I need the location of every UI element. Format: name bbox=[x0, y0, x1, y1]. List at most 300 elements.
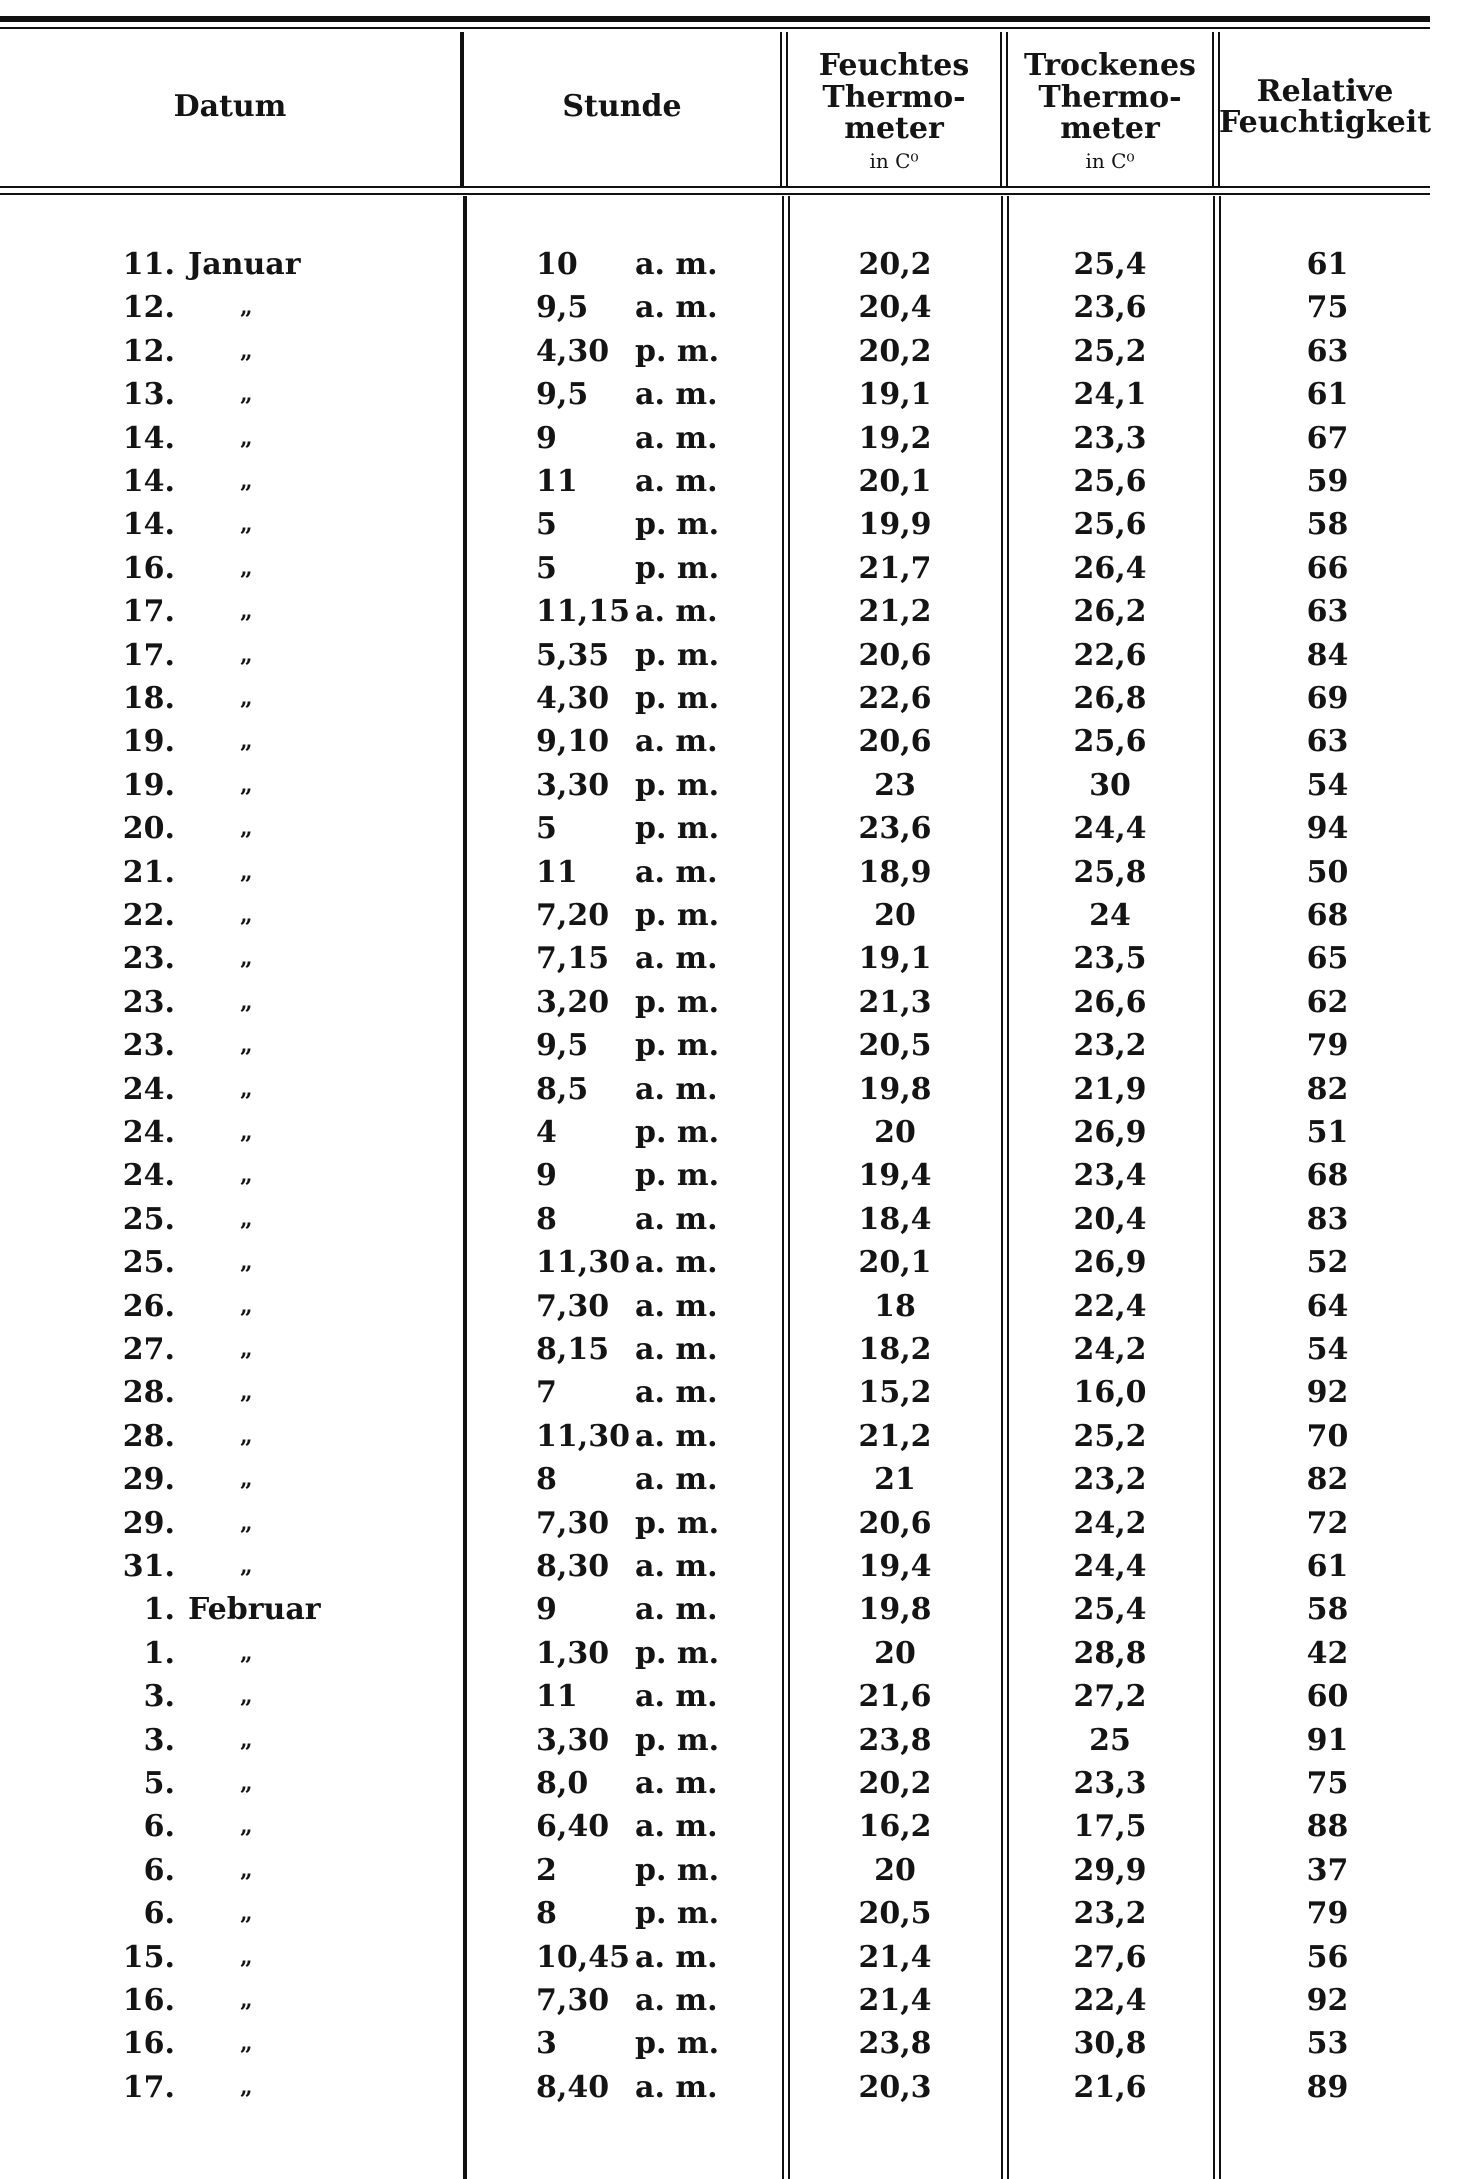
cell-trocken: 23,4 bbox=[1073, 1158, 1147, 1194]
cell-month: „ bbox=[240, 815, 253, 842]
table-row bbox=[0, 807, 1430, 850]
cell-rel: 70 bbox=[1306, 1418, 1349, 1454]
table-row bbox=[0, 1719, 1430, 1762]
cell-ampm: p. m. bbox=[635, 1635, 720, 1671]
cell-day: 19. bbox=[122, 767, 175, 803]
table-row bbox=[0, 1154, 1430, 1197]
cell-month: „ bbox=[240, 945, 253, 972]
header-feucht-unit: in C⁰ bbox=[869, 148, 919, 173]
cell-month: „ bbox=[240, 1553, 253, 1579]
cell-rel: 66 bbox=[1306, 550, 1349, 586]
cell-feucht: 21,6 bbox=[858, 1679, 932, 1715]
cell-month: „ bbox=[240, 728, 253, 755]
cell-rel: 61 bbox=[1306, 1549, 1349, 1584]
cell-day: 6. bbox=[143, 1896, 175, 1932]
cell-ampm: a. m. bbox=[635, 1809, 718, 1845]
cell-month: „ bbox=[240, 988, 253, 1015]
header-stunde bbox=[464, 32, 780, 182]
cell-ampm: a. m. bbox=[635, 1288, 718, 1324]
cell-feucht: 21 bbox=[874, 1462, 916, 1498]
cell-time: 8,5 bbox=[536, 1071, 589, 1107]
cell-ampm: p. m. bbox=[635, 637, 720, 673]
cell-ampm: a. m. bbox=[635, 464, 718, 499]
cell-day: 26. bbox=[122, 1288, 175, 1324]
cell-month: „ bbox=[240, 2030, 253, 2057]
cell-trocken: 29,9 bbox=[1073, 1852, 1147, 1888]
cell-trocken: 26,9 bbox=[1073, 1115, 1147, 1150]
cell-month: Januar bbox=[188, 247, 301, 282]
table-row bbox=[0, 851, 1430, 894]
cell-feucht: 20,1 bbox=[858, 1245, 932, 1281]
cell-day: 14. bbox=[122, 464, 175, 499]
cell-trocken: 26,4 bbox=[1073, 550, 1147, 586]
header-feucht-line2: Thermo- bbox=[822, 79, 966, 115]
cell-rel: 58 bbox=[1306, 1592, 1349, 1628]
cell-feucht: 20,1 bbox=[858, 464, 932, 499]
cell-time: 3,30 bbox=[536, 1722, 610, 1758]
cell-rel: 37 bbox=[1306, 1852, 1349, 1888]
table-row bbox=[0, 460, 1430, 503]
cell-day: 21. bbox=[122, 854, 175, 890]
cell-ampm: a. m. bbox=[635, 1375, 718, 1411]
cell-month: „ bbox=[240, 1032, 253, 1059]
cell-day: 15. bbox=[122, 1939, 175, 1975]
cell-rel: 50 bbox=[1306, 854, 1349, 890]
table-row bbox=[0, 1849, 1430, 1892]
cell-month: „ bbox=[240, 424, 253, 451]
cell-time: 8,15 bbox=[536, 1332, 610, 1367]
cell-time: 5 bbox=[536, 811, 557, 847]
table-row bbox=[0, 2022, 1430, 2065]
cell-trocken: 24,4 bbox=[1073, 811, 1147, 847]
cell-ampm: a. m. bbox=[635, 1549, 718, 1584]
header-relativ-line2: Feuchtigkeit bbox=[1219, 105, 1431, 140]
cell-feucht: 20,3 bbox=[858, 2069, 932, 2105]
cell-ampm: a. m. bbox=[635, 1939, 718, 1975]
cell-day: 14. bbox=[122, 507, 175, 543]
cell-feucht: 15,2 bbox=[858, 1375, 932, 1411]
cell-month: „ bbox=[240, 554, 253, 581]
cell-time: 8,0 bbox=[536, 1766, 589, 1801]
cell-rel: 63 bbox=[1306, 724, 1349, 760]
cell-month: „ bbox=[240, 1119, 253, 1145]
cell-day: 28. bbox=[122, 1418, 175, 1454]
cell-month: „ bbox=[240, 1205, 253, 1232]
cell-trocken: 25,8 bbox=[1073, 854, 1147, 890]
cell-month: Februar bbox=[188, 1592, 321, 1628]
cell-feucht: 20,2 bbox=[858, 333, 932, 369]
cell-time: 4,30 bbox=[536, 333, 610, 369]
table-row bbox=[0, 677, 1430, 720]
cell-day: 23. bbox=[122, 984, 175, 1020]
cell-trocken: 25,4 bbox=[1073, 247, 1147, 282]
cell-day: 3. bbox=[143, 1679, 175, 1715]
cell-rel: 52 bbox=[1306, 1245, 1349, 1281]
cell-rel: 94 bbox=[1306, 811, 1349, 847]
cell-month: „ bbox=[240, 1639, 253, 1666]
table-row bbox=[0, 1805, 1430, 1848]
cell-trocken: 25,6 bbox=[1073, 464, 1147, 499]
cell-rel: 83 bbox=[1306, 1201, 1349, 1237]
cell-day: 11. bbox=[122, 247, 175, 282]
cell-ampm: p. m. bbox=[635, 1852, 720, 1888]
cell-time: 3 bbox=[536, 2026, 557, 2062]
cell-time: 10 bbox=[536, 247, 578, 282]
cell-time: 11 bbox=[536, 464, 578, 499]
cell-feucht: 20,6 bbox=[858, 724, 932, 760]
cell-ampm: a. m. bbox=[635, 1983, 718, 2018]
column-divider bbox=[1212, 32, 1214, 187]
cell-month: „ bbox=[240, 1683, 253, 1710]
cell-ampm: p. m. bbox=[635, 1158, 720, 1194]
cell-rel: 61 bbox=[1306, 377, 1349, 413]
cell-day: 24. bbox=[122, 1115, 175, 1150]
cell-trocken: 25,6 bbox=[1073, 507, 1147, 543]
cell-rel: 75 bbox=[1306, 290, 1349, 326]
header-rule-double bbox=[0, 193, 1430, 195]
cell-feucht: 18 bbox=[874, 1288, 916, 1324]
cell-feucht: 20 bbox=[874, 1635, 916, 1671]
cell-time: 8,40 bbox=[536, 2069, 610, 2105]
cell-ampm: a. m. bbox=[635, 1766, 718, 1801]
cell-ampm: a. m. bbox=[635, 724, 718, 760]
top-rule bbox=[0, 16, 1430, 22]
cell-month: „ bbox=[240, 1509, 253, 1536]
cell-ampm: a. m. bbox=[635, 2069, 718, 2105]
cell-feucht: 20,5 bbox=[858, 1896, 932, 1932]
header-rule bbox=[0, 186, 1430, 188]
cell-trocken: 22,4 bbox=[1073, 1983, 1147, 2018]
cell-month: „ bbox=[240, 1379, 253, 1406]
header-relativ-line1: Relative bbox=[1256, 73, 1394, 109]
cell-feucht: 20 bbox=[874, 898, 916, 933]
cell-day: 14. bbox=[122, 420, 175, 456]
cell-trocken: 26,9 bbox=[1073, 1245, 1147, 1281]
cell-month: „ bbox=[240, 902, 253, 928]
cell-month: „ bbox=[240, 1813, 253, 1840]
cell-month: „ bbox=[240, 468, 253, 494]
cell-time: 4 bbox=[536, 1115, 557, 1150]
cell-ampm: p. m. bbox=[635, 550, 720, 586]
cell-ampm: a. m. bbox=[635, 1332, 718, 1367]
table-row bbox=[0, 764, 1430, 807]
cell-day: 24. bbox=[122, 1071, 175, 1107]
cell-month: „ bbox=[240, 685, 253, 711]
cell-day: 23. bbox=[122, 941, 175, 977]
cell-feucht: 20,6 bbox=[858, 637, 932, 673]
cell-month: „ bbox=[240, 294, 253, 321]
cell-trocken: 26,8 bbox=[1073, 681, 1147, 716]
cell-trocken: 16,0 bbox=[1073, 1375, 1147, 1411]
cell-ampm: a. m. bbox=[635, 247, 718, 282]
table-row bbox=[0, 894, 1430, 937]
cell-ampm: p. m. bbox=[635, 681, 720, 716]
cell-feucht: 19,1 bbox=[858, 377, 932, 413]
cell-month: „ bbox=[240, 1770, 253, 1796]
cell-day: 3. bbox=[143, 1722, 175, 1758]
cell-month: „ bbox=[240, 337, 253, 364]
cell-ampm: a. m. bbox=[635, 1418, 718, 1454]
cell-day: 25. bbox=[122, 1245, 175, 1281]
cell-trocken: 25,2 bbox=[1073, 1418, 1147, 1454]
cell-rel: 62 bbox=[1306, 984, 1349, 1020]
header-trocken-line2: Thermo- bbox=[1038, 79, 1182, 115]
cell-rel: 61 bbox=[1306, 247, 1349, 282]
table-row bbox=[0, 1588, 1430, 1631]
cell-ampm: a. m. bbox=[635, 1679, 718, 1715]
cell-feucht: 19,2 bbox=[858, 420, 932, 456]
table-row bbox=[0, 243, 1430, 286]
cell-time: 3,30 bbox=[536, 767, 610, 803]
cell-feucht: 21,4 bbox=[858, 1983, 932, 2018]
table-row bbox=[0, 1111, 1430, 1154]
cell-rel: 65 bbox=[1306, 941, 1349, 977]
cell-trocken: 28,8 bbox=[1073, 1635, 1147, 1671]
cell-time: 4,30 bbox=[536, 681, 610, 716]
cell-feucht: 22,6 bbox=[858, 681, 932, 716]
cell-trocken: 30,8 bbox=[1073, 2026, 1147, 2062]
header-trocken-line3: meter bbox=[1060, 111, 1160, 147]
cell-feucht: 21,2 bbox=[858, 1418, 932, 1454]
cell-feucht: 16,2 bbox=[858, 1809, 932, 1845]
cell-trocken: 25,6 bbox=[1073, 724, 1147, 760]
cell-day: 25. bbox=[122, 1201, 175, 1237]
cell-ampm: p. m. bbox=[635, 1896, 720, 1932]
cell-time: 5 bbox=[536, 550, 557, 586]
cell-month: „ bbox=[240, 598, 253, 625]
table-row bbox=[0, 1241, 1430, 1284]
cell-ampm: a. m. bbox=[635, 1462, 718, 1498]
header-feuchtes-thermometer bbox=[788, 36, 1000, 186]
cell-day: 5. bbox=[143, 1766, 175, 1801]
cell-day: 13. bbox=[122, 377, 175, 413]
cell-rel: 54 bbox=[1306, 767, 1349, 803]
cell-feucht: 23,8 bbox=[858, 2026, 932, 2062]
cell-time: 9,5 bbox=[536, 377, 589, 413]
cell-trocken: 26,6 bbox=[1073, 984, 1147, 1020]
cell-feucht: 23,6 bbox=[858, 811, 932, 847]
cell-month: „ bbox=[240, 771, 253, 798]
cell-rel: 72 bbox=[1306, 1505, 1349, 1541]
header-stunde-label: Stunde bbox=[562, 89, 682, 125]
cell-day: 31. bbox=[122, 1549, 175, 1584]
header-datum-label: Datum bbox=[173, 89, 287, 125]
cell-day: 12. bbox=[122, 333, 175, 369]
cell-day: 1. bbox=[143, 1635, 175, 1671]
cell-month: „ bbox=[240, 1900, 253, 1927]
cell-ampm: p. m. bbox=[635, 898, 720, 933]
cell-feucht: 19,4 bbox=[858, 1158, 932, 1194]
cell-ampm: a. m. bbox=[635, 377, 718, 413]
cell-rel: 79 bbox=[1306, 1896, 1349, 1932]
table-row bbox=[0, 1024, 1430, 1067]
header-datum bbox=[0, 32, 460, 182]
cell-time: 8 bbox=[536, 1201, 557, 1237]
cell-time: 8 bbox=[536, 1462, 557, 1498]
cell-month: „ bbox=[240, 1466, 253, 1493]
cell-ampm: a. m. bbox=[635, 594, 718, 630]
table-row bbox=[0, 1502, 1430, 1545]
table-row bbox=[0, 1545, 1430, 1588]
cell-day: 16. bbox=[122, 1983, 175, 2018]
cell-ampm: p. m. bbox=[635, 1028, 720, 1064]
table-row bbox=[0, 1936, 1430, 1979]
cell-trocken: 21,6 bbox=[1073, 2069, 1147, 2105]
cell-time: 9 bbox=[536, 1592, 557, 1628]
cell-day: 16. bbox=[122, 2026, 175, 2062]
cell-day: 17. bbox=[122, 594, 175, 630]
cell-time: 5,35 bbox=[536, 637, 610, 673]
cell-ampm: p. m. bbox=[635, 1505, 720, 1541]
cell-trocken: 17,5 bbox=[1073, 1809, 1147, 1845]
cell-rel: 59 bbox=[1306, 464, 1349, 499]
cell-ampm: a. m. bbox=[635, 1201, 718, 1237]
cell-rel: 42 bbox=[1306, 1635, 1349, 1671]
cell-day: 12. bbox=[122, 290, 175, 326]
cell-trocken: 24,1 bbox=[1073, 377, 1147, 413]
table-row bbox=[0, 981, 1430, 1024]
table-row bbox=[0, 1675, 1430, 1718]
cell-feucht: 20,2 bbox=[858, 1766, 932, 1801]
cell-rel: 51 bbox=[1306, 1115, 1349, 1150]
cell-time: 9,10 bbox=[536, 724, 610, 760]
header-trocken-line1: Trockenes bbox=[1024, 48, 1196, 84]
table-row bbox=[0, 1068, 1430, 1111]
cell-trocken: 27,6 bbox=[1073, 1939, 1147, 1975]
cell-rel: 56 bbox=[1306, 1939, 1349, 1975]
cell-month: „ bbox=[240, 1336, 253, 1362]
cell-trocken: 23,2 bbox=[1073, 1896, 1147, 1932]
table-row bbox=[0, 330, 1430, 373]
cell-time: 7,20 bbox=[536, 898, 610, 933]
cell-trocken: 20,4 bbox=[1073, 1201, 1147, 1237]
table-row bbox=[0, 1892, 1430, 1935]
table-row bbox=[0, 1632, 1430, 1675]
cell-day: 16. bbox=[122, 550, 175, 586]
cell-day: 19. bbox=[122, 724, 175, 760]
cell-trocken: 24,2 bbox=[1073, 1332, 1147, 1367]
table-row bbox=[0, 1328, 1430, 1371]
cell-time: 2 bbox=[536, 1852, 557, 1888]
cell-day: 23. bbox=[122, 1028, 175, 1064]
table-row bbox=[0, 634, 1430, 677]
cell-trocken: 25 bbox=[1089, 1722, 1131, 1758]
cell-day: 20. bbox=[122, 811, 175, 847]
cell-feucht: 20 bbox=[874, 1852, 916, 1888]
cell-trocken: 23,3 bbox=[1073, 420, 1147, 456]
cell-day: 29. bbox=[122, 1505, 175, 1541]
table-row bbox=[0, 503, 1430, 546]
header-trocken-unit: in C⁰ bbox=[1085, 148, 1135, 173]
cell-time: 9,5 bbox=[536, 1028, 589, 1064]
cell-time: 11 bbox=[536, 1679, 578, 1715]
cell-day: 1. bbox=[143, 1592, 175, 1628]
cell-time: 7,15 bbox=[536, 941, 610, 977]
cell-rel: 64 bbox=[1306, 1288, 1349, 1324]
table-row bbox=[0, 1979, 1430, 2022]
table-row bbox=[0, 2066, 1430, 2109]
cell-rel: 63 bbox=[1306, 333, 1349, 369]
cell-month: „ bbox=[240, 1249, 253, 1276]
table-row bbox=[0, 547, 1430, 590]
cell-ampm: a. m. bbox=[635, 854, 718, 890]
cell-time: 3,20 bbox=[536, 984, 610, 1020]
cell-time: 5 bbox=[536, 507, 557, 543]
cell-ampm: a. m. bbox=[635, 941, 718, 977]
table-row bbox=[0, 590, 1430, 633]
cell-rel: 69 bbox=[1306, 681, 1349, 716]
cell-ampm: p. m. bbox=[635, 2026, 720, 2062]
header-relative-feuchtigkeit bbox=[1220, 32, 1430, 182]
cell-ampm: p. m. bbox=[635, 333, 720, 369]
table-row bbox=[0, 373, 1430, 416]
cell-trocken: 23,3 bbox=[1073, 1766, 1147, 1801]
cell-trocken: 24,2 bbox=[1073, 1505, 1147, 1541]
cell-month: „ bbox=[240, 381, 253, 408]
cell-trocken: 23,5 bbox=[1073, 941, 1147, 977]
cell-time: 11,30 bbox=[536, 1245, 630, 1281]
header-feucht-line3: meter bbox=[844, 111, 944, 147]
cell-feucht: 21,7 bbox=[858, 550, 932, 586]
cell-month: „ bbox=[240, 1292, 253, 1319]
cell-trocken: 25,2 bbox=[1073, 333, 1147, 369]
cell-rel: 91 bbox=[1306, 1722, 1349, 1758]
cell-ampm: p. m. bbox=[635, 767, 720, 803]
cell-time: 9,5 bbox=[536, 290, 589, 326]
cell-time: 8 bbox=[536, 1896, 557, 1932]
cell-trocken: 23,2 bbox=[1073, 1028, 1147, 1064]
header-trockenes-thermometer bbox=[1008, 36, 1212, 186]
cell-time: 6,40 bbox=[536, 1809, 610, 1845]
cell-time: 7,30 bbox=[536, 1505, 610, 1541]
cell-time: 9 bbox=[536, 420, 557, 456]
cell-feucht: 19,4 bbox=[858, 1549, 932, 1584]
cell-feucht: 19,8 bbox=[858, 1071, 932, 1107]
cell-feucht: 21,4 bbox=[858, 1939, 932, 1975]
cell-feucht: 18,4 bbox=[858, 1201, 932, 1237]
cell-time: 11,30 bbox=[536, 1418, 630, 1454]
column-divider bbox=[780, 32, 782, 187]
cell-day: 6. bbox=[143, 1809, 175, 1845]
cell-month: „ bbox=[240, 1856, 253, 1883]
cell-feucht: 20,6 bbox=[858, 1505, 932, 1541]
cell-ampm: p. m. bbox=[635, 1115, 720, 1150]
cell-rel: 88 bbox=[1306, 1809, 1349, 1845]
cell-feucht: 20 bbox=[874, 1115, 916, 1150]
cell-time: 10,45 bbox=[536, 1939, 630, 1975]
cell-day: 28. bbox=[122, 1375, 175, 1411]
cell-month: „ bbox=[240, 1075, 253, 1102]
cell-trocken: 26,2 bbox=[1073, 594, 1147, 630]
table-row bbox=[0, 937, 1430, 980]
cell-trocken: 23,6 bbox=[1073, 290, 1147, 326]
cell-rel: 89 bbox=[1306, 2069, 1349, 2105]
header-feucht-line1: Feuchtes bbox=[818, 48, 970, 84]
cell-trocken: 22,6 bbox=[1073, 637, 1147, 673]
cell-time: 7,30 bbox=[536, 1288, 610, 1324]
cell-month: „ bbox=[240, 1943, 253, 1970]
cell-day: 18. bbox=[122, 681, 175, 716]
cell-feucht: 18,9 bbox=[858, 854, 932, 890]
cell-month: „ bbox=[240, 858, 253, 885]
table-row bbox=[0, 1285, 1430, 1328]
cell-rel: 54 bbox=[1306, 1332, 1349, 1367]
cell-rel: 67 bbox=[1306, 420, 1349, 456]
cell-day: 27. bbox=[122, 1332, 175, 1367]
cell-feucht: 20,2 bbox=[858, 247, 932, 282]
table-row bbox=[0, 1458, 1430, 1501]
cell-ampm: a. m. bbox=[635, 290, 718, 326]
